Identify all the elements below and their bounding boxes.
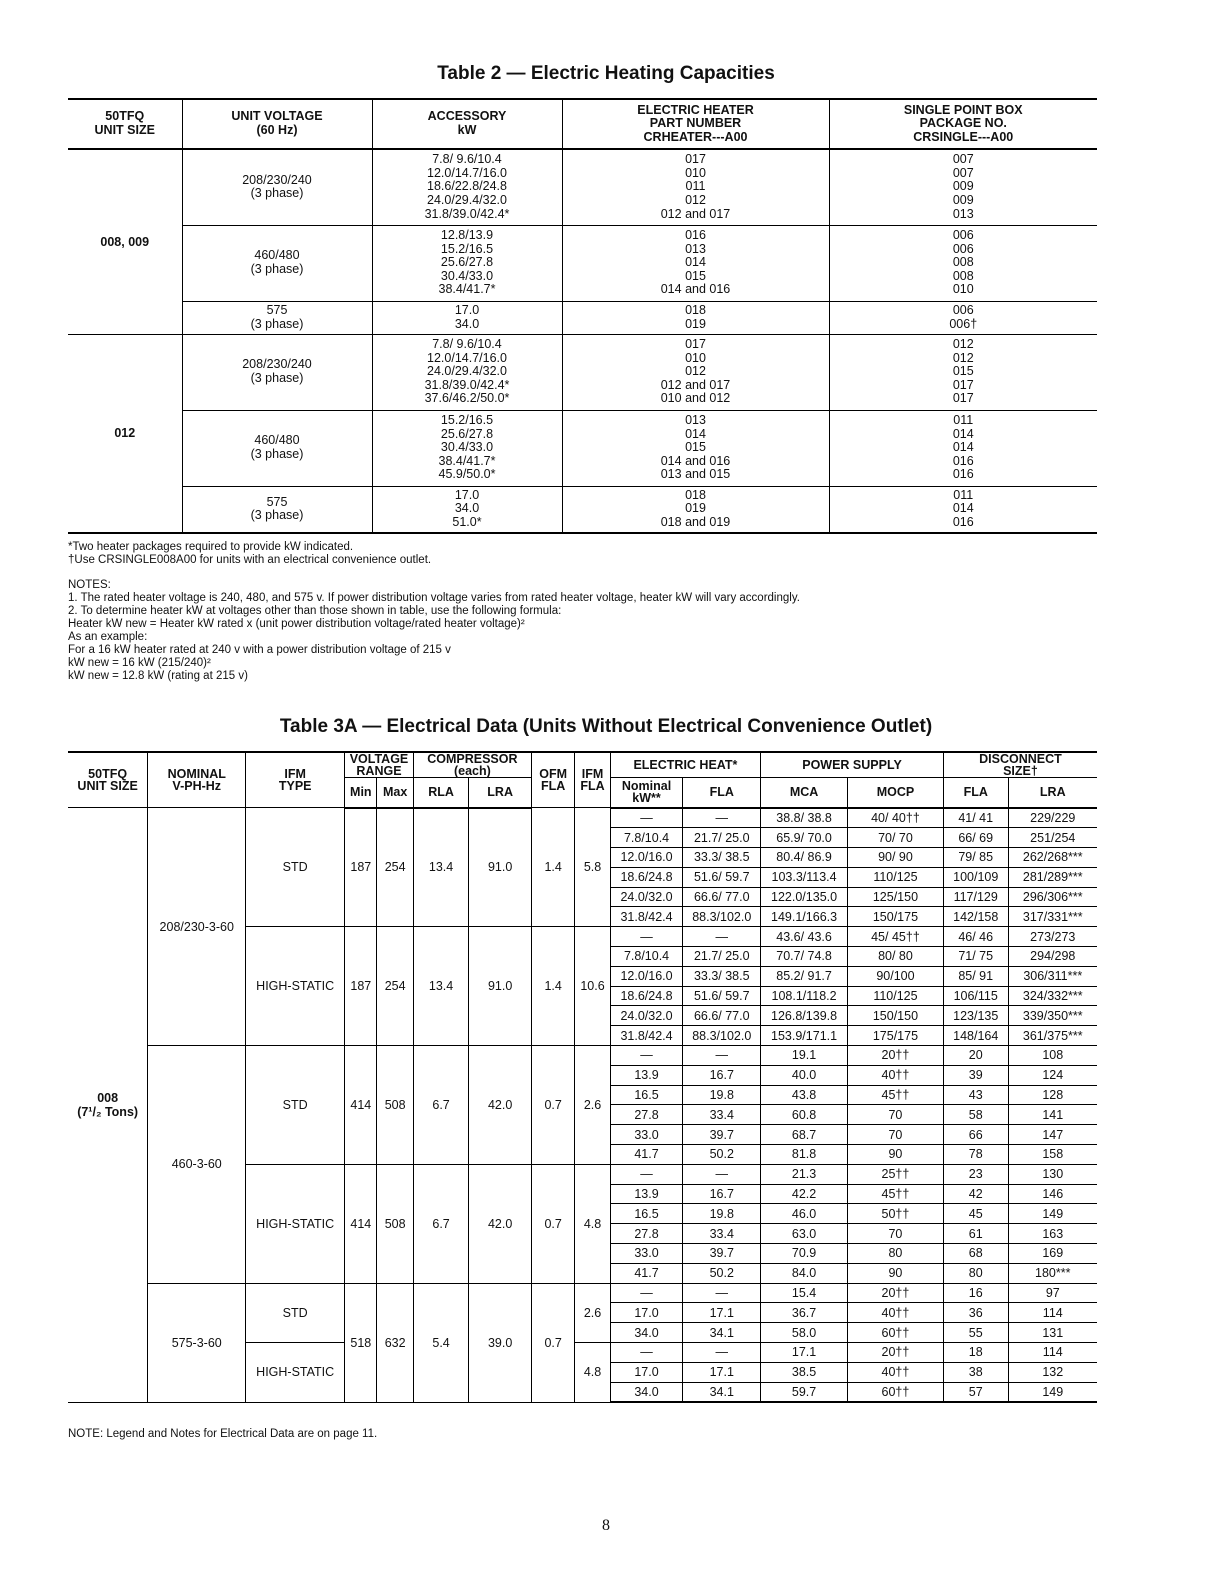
t3-nominal-kw: — (610, 1164, 683, 1184)
table-row (68, 1283, 1097, 1303)
t3-ofm: 1.4 (531, 927, 574, 1046)
t3-heat-fla: — (683, 808, 761, 828)
t3-heat-fla: 33.3/ 38.5 (683, 966, 761, 986)
t3-ifm-fla: 5.8 (575, 808, 610, 927)
t3-mocp: 20†† (847, 1343, 943, 1363)
t2-kw: 7.8/ 9.6/10.4 12.0/14.7/16.0 18.6/22.8/24.8 24.0/29.4/32.0 31.8/39.0/42.4* (372, 149, 562, 225)
t3-nominal-kw: 16.5 (610, 1085, 683, 1105)
t3-heat-fla: — (683, 1343, 761, 1363)
t3-ifm-fla: 10.6 (575, 927, 610, 1046)
t3-mocp: 40/ 40†† (847, 808, 943, 828)
t3-mocp: 40†† (847, 1303, 943, 1323)
t3-disc-lra: 317/331*** (1008, 907, 1097, 927)
t2-header-unit-voltage: UNIT VOLTAGE (60 Hz) (182, 99, 372, 149)
t2-box: 011 014 014 016 016 (829, 410, 1097, 486)
t3-mocp: 80 (847, 1244, 943, 1264)
t3-disc-fla: 20 (943, 1046, 1008, 1066)
t3-disc-lra: 128 (1008, 1085, 1097, 1105)
t3-header-power-supply: POWER SUPPLY (761, 752, 944, 778)
t3-disc-lra: 281/289*** (1008, 867, 1097, 887)
t2-kw: 12.8/13.9 15.2/16.5 25.6/27.8 30.4/33.0 38.4/41.7* (372, 225, 562, 301)
t3-nominal-kw: 24.0/32.0 (610, 887, 683, 907)
t3-disc-fla: 68 (943, 1244, 1008, 1264)
t3-mocp: 45†† (847, 1085, 943, 1105)
table2-title: Table 2 — Electric Heating Capacities (437, 63, 775, 84)
t2-voltage: 208/230/240 (3 phase) (182, 149, 372, 225)
t3-header-nominal-kw: Nominal kW** (610, 778, 683, 808)
t3-mca: 81.8 (761, 1145, 848, 1165)
t3-disc-fla: 78 (943, 1145, 1008, 1165)
t3-nominal-kw: — (610, 927, 683, 947)
t3-rla: 13.4 (413, 927, 469, 1046)
t3-disc-lra: 273/273 (1008, 927, 1097, 947)
t3-ofm: 0.7 (531, 1164, 574, 1283)
t3-ifm-type: HIGH-STATIC (246, 1164, 345, 1283)
t3-min: 187 (345, 808, 377, 927)
t3-disc-lra: 324/332*** (1008, 986, 1097, 1006)
t3-header-nominal: NOMINAL V-PH-Hz (148, 752, 246, 808)
t3-nominal-kw: 33.0 (610, 1125, 683, 1145)
t3-disc-lra: 180*** (1008, 1263, 1097, 1283)
t3-heat-fla: 19.8 (683, 1204, 761, 1224)
t3-rla: 5.4 (413, 1283, 469, 1402)
t3-nominal-kw: 7.8/10.4 (610, 828, 683, 848)
t3-disc-lra: 158 (1008, 1145, 1097, 1165)
t3-heat-fla: 17.1 (683, 1303, 761, 1323)
t3-header-min: Min (345, 778, 377, 808)
t3-mocp: 70/ 70 (847, 828, 943, 848)
t3-heat-fla: 21.7/ 25.0 (683, 828, 761, 848)
t3-disc-lra: 131 (1008, 1323, 1097, 1343)
t3-mca: 60.8 (761, 1105, 848, 1125)
t3-mocp: 70 (847, 1125, 943, 1145)
t3-disc-fla: 16 (943, 1283, 1008, 1303)
t3-heat-fla: 16.7 (683, 1184, 761, 1204)
t3-heat-fla: 39.7 (683, 1244, 761, 1264)
t3-mca: 40.0 (761, 1065, 848, 1085)
t3-disc-lra: 339/350*** (1008, 1006, 1097, 1026)
t3-header-max: Max (377, 778, 413, 808)
t3-nominal-voltage: 208/230-3-60 (148, 808, 246, 1046)
t3-heat-fla: — (683, 927, 761, 947)
t3-disc-fla: 85/ 91 (943, 966, 1008, 986)
t3-ofm: 0.7 (531, 1283, 574, 1402)
t2-box: 006 006† (829, 301, 1097, 334)
t3-header-ifm-fla: IFM FLA (575, 752, 610, 808)
t3-nominal-kw: 12.0/16.0 (610, 966, 683, 986)
t3-disc-fla: 57 (943, 1382, 1008, 1402)
t3-heat-fla: 50.2 (683, 1263, 761, 1283)
t3-lra: 42.0 (469, 1046, 532, 1165)
t3-unit-size: 008 (7¹/₂ Tons) (68, 808, 148, 1403)
t3-min: 187 (345, 927, 377, 1046)
t3-lra: 91.0 (469, 808, 532, 927)
t3-disc-fla: 61 (943, 1224, 1008, 1244)
t3-mocp: 70 (847, 1224, 943, 1244)
t3-heat-fla: 33.3/ 38.5 (683, 848, 761, 868)
t3-nominal-kw: 27.8 (610, 1105, 683, 1125)
t3-mocp: 80/ 80 (847, 947, 943, 967)
t3-mca: 19.1 (761, 1046, 848, 1066)
t3-mocp: 70 (847, 1105, 943, 1125)
t3-disc-lra: 294/298 (1008, 947, 1097, 967)
electric-heating-capacities-table (68, 98, 1097, 534)
t3-lra: 39.0 (469, 1283, 532, 1402)
t3-heat-fla: 33.4 (683, 1224, 761, 1244)
t3-heat-fla: 17.1 (683, 1362, 761, 1382)
t3-nominal-kw: 27.8 (610, 1224, 683, 1244)
t3-header-mca: MCA (761, 778, 848, 808)
t3-disc-fla: 23 (943, 1164, 1008, 1184)
t2-part: 016 013 014 015 014 and 016 (562, 225, 829, 301)
t2-box: 012 012 015 017 017 (829, 334, 1097, 410)
t3-mocp: 90 (847, 1263, 943, 1283)
t3-nominal-kw: 34.0 (610, 1323, 683, 1343)
t3-mocp: 110/125 (847, 986, 943, 1006)
t3-mocp: 90/ 90 (847, 848, 943, 868)
t3-mca: 85.2/ 91.7 (761, 966, 848, 986)
t3-nominal-kw: — (610, 808, 683, 828)
t3-nominal-kw: 41.7 (610, 1145, 683, 1165)
t3-mca: 153.9/171.1 (761, 1026, 848, 1046)
t3-disc-fla: 142/158 (943, 907, 1008, 927)
t3-nominal-kw: 33.0 (610, 1244, 683, 1264)
t3-disc-fla: 123/135 (943, 1006, 1008, 1026)
t3-disc-lra: 251/254 (1008, 828, 1097, 848)
t3-disc-fla: 46/ 46 (943, 927, 1008, 947)
t3-disc-lra: 114 (1008, 1303, 1097, 1323)
t3-mocp: 60†† (847, 1323, 943, 1343)
t3-header-mocp: MOCP (847, 778, 943, 808)
t3-mocp: 150/175 (847, 907, 943, 927)
t3-header-electric-heat: ELECTRIC HEAT* (610, 752, 760, 778)
table-row (68, 1046, 1097, 1066)
t3-disc-lra: 124 (1008, 1065, 1097, 1085)
t3-disc-lra: 361/375*** (1008, 1026, 1097, 1046)
t3-disc-lra: 306/311*** (1008, 966, 1097, 986)
t3-disc-fla: 79/ 85 (943, 848, 1008, 868)
t3-nominal-kw: 18.6/24.8 (610, 986, 683, 1006)
t3-mca: 21.3 (761, 1164, 848, 1184)
table-row (68, 808, 1097, 828)
t3-ifm-type: HIGH-STATIC (246, 927, 345, 1046)
t3-heat-fla: 33.4 (683, 1105, 761, 1125)
t3-ifm-type: HIGH-STATIC (246, 1343, 345, 1403)
t3-mca: 70.7/ 74.8 (761, 947, 848, 967)
t3-disc-lra: 132 (1008, 1362, 1097, 1382)
t3-disc-lra: 130 (1008, 1164, 1097, 1184)
t3-heat-fla: 51.6/ 59.7 (683, 986, 761, 1006)
t3-header-voltage-range: VOLTAGE RANGE (345, 752, 414, 778)
t3-disc-lra: 163 (1008, 1224, 1097, 1244)
t2-voltage: 460/480 (3 phase) (182, 225, 372, 301)
t3-nominal-kw: 34.0 (610, 1382, 683, 1402)
t3-disc-fla: 66 (943, 1125, 1008, 1145)
t3-nominal-kw: — (610, 1343, 683, 1363)
t3-mca: 68.7 (761, 1125, 848, 1145)
page-number: 8 (602, 1517, 610, 1534)
t3-nominal-kw: — (610, 1283, 683, 1303)
t3-mocp: 110/125 (847, 867, 943, 887)
t3-disc-lra: 147 (1008, 1125, 1097, 1145)
t3-header-disc-lra: LRA (1008, 778, 1097, 808)
t3-disc-fla: 71/ 75 (943, 947, 1008, 967)
t2-voltage: 208/230/240 (3 phase) (182, 334, 372, 410)
t3-mocp: 40†† (847, 1065, 943, 1085)
t3-disc-fla: 100/109 (943, 867, 1008, 887)
t3-lra: 91.0 (469, 927, 532, 1046)
t3-nominal-kw: 17.0 (610, 1362, 683, 1382)
t3-mocp: 40†† (847, 1362, 943, 1382)
t3-disc-lra: 296/306*** (1008, 887, 1097, 907)
t3-heat-fla: 34.1 (683, 1382, 761, 1402)
t3-ofm: 0.7 (531, 1046, 574, 1165)
t3-nominal-kw: 13.9 (610, 1065, 683, 1085)
t3-mca: 43.6/ 43.6 (761, 927, 848, 947)
t3-disc-fla: 80 (943, 1263, 1008, 1283)
t3-mca: 103.3/113.4 (761, 867, 848, 887)
t3-mocp: 90/100 (847, 966, 943, 986)
t3-mca: 38.8/ 38.8 (761, 808, 848, 828)
t2-footnotes: *Two heater packages required to provide kW indicated. †Use CRSINGLE008A00 for units with an electrical convenience outlet. (68, 541, 432, 566)
t3-disc-lra: 262/268*** (1008, 848, 1097, 868)
t3-nominal-kw: 31.8/42.4 (610, 1026, 683, 1046)
t2-header-unit-size: 50TFQ UNIT SIZE (68, 99, 182, 149)
t3-ifm-type: STD (246, 1283, 345, 1342)
t3-heat-fla: 39.7 (683, 1125, 761, 1145)
t2-notes: NOTES: 1. The rated heater voltage is 240, 480, and 575 v. If power distribution voltage varies from rated heater voltage, heater kW will vary accordingly. 2. To determine heater kW at voltages other than those shown in table, use the following formula: Heater kW new = Heater kW rated x (unit power distribution voltage/rated heater voltage)² As an example: For a 16 kW heater rated at 240 v with a power distribution voltage of 215 v kW new = 16 kW (215/240)² kW new = 12.8 kW (rating at 215 v) (68, 579, 800, 682)
t3-note: NOTE: Legend and Notes for Electrical Data are on page 11. (68, 1428, 378, 1440)
t3-mca: 43.8 (761, 1085, 848, 1105)
t3-mca: 84.0 (761, 1263, 848, 1283)
t3-disc-lra: 97 (1008, 1283, 1097, 1303)
t3-mca: 122.0/135.0 (761, 887, 848, 907)
t3-mocp: 20†† (847, 1283, 943, 1303)
t3-heat-fla: 19.8 (683, 1085, 761, 1105)
t3-ifm-type: STD (246, 1046, 345, 1165)
t3-mca: 17.1 (761, 1343, 848, 1363)
t3-mca: 63.0 (761, 1224, 848, 1244)
t2-part: 017 010 011 012 012 and 017 (562, 149, 829, 225)
t3-mocp: 20†† (847, 1046, 943, 1066)
t2-kw: 17.0 34.0 (372, 301, 562, 334)
t3-lra: 42.0 (469, 1164, 532, 1283)
table3a-title: Table 3A — Electrical Data (Units Without Electrical Convenience Outlet) (279, 716, 933, 737)
t3-heat-fla: — (683, 1164, 761, 1184)
t3-disc-lra: 141 (1008, 1105, 1097, 1125)
t3-nominal-kw: 12.0/16.0 (610, 848, 683, 868)
t3-max: 508 (377, 1164, 413, 1283)
t3-disc-fla: 41/ 41 (943, 808, 1008, 828)
t3-heat-fla: 16.7 (683, 1065, 761, 1085)
t3-mca: 70.9 (761, 1244, 848, 1264)
t3-heat-fla: 88.3/102.0 (683, 1026, 761, 1046)
t3-mca: 38.5 (761, 1362, 848, 1382)
t3-disc-fla: 148/164 (943, 1026, 1008, 1046)
t2-kw: 17.0 34.0 51.0* (372, 486, 562, 533)
t2-unit-size: 008, 009 (68, 149, 182, 334)
t3-nominal-kw: 41.7 (610, 1263, 683, 1283)
t3-mocp: 175/175 (847, 1026, 943, 1046)
t3-mca: 149.1/166.3 (761, 907, 848, 927)
t3-heat-fla: — (683, 1046, 761, 1066)
t3-heat-fla: — (683, 1283, 761, 1303)
t3-ifm-fla: 4.8 (575, 1164, 610, 1283)
t2-voltage: 575 (3 phase) (182, 301, 372, 334)
t3-ifm-type: STD (246, 808, 345, 927)
t3-disc-lra: 149 (1008, 1204, 1097, 1224)
t3-mocp: 150/150 (847, 1006, 943, 1026)
t3-disc-lra: 108 (1008, 1046, 1097, 1066)
t3-min: 518 (345, 1283, 377, 1402)
t3-mocp: 45/ 45†† (847, 927, 943, 947)
t2-kw: 15.2/16.5 25.6/27.8 30.4/33.0 38.4/41.7* 45.9/50.0* (372, 410, 562, 486)
t2-header-accessory-kw: ACCESSORY kW (372, 99, 562, 149)
t3-nominal-kw: 17.0 (610, 1303, 683, 1323)
t2-unit-size: 012 (68, 334, 182, 533)
t3-mca: 36.7 (761, 1303, 848, 1323)
t3-mocp: 25†† (847, 1164, 943, 1184)
t2-header-single-point-box: SINGLE POINT BOX PACKAGE NO. CRSINGLE---A00 (829, 99, 1097, 149)
t3-disc-lra: 169 (1008, 1244, 1097, 1264)
t3-nominal-kw: 16.5 (610, 1204, 683, 1224)
t3-max: 254 (377, 927, 413, 1046)
t3-heat-fla: 21.7/ 25.0 (683, 947, 761, 967)
t3-disc-fla: 66/ 69 (943, 828, 1008, 848)
t3-disc-lra: 114 (1008, 1343, 1097, 1363)
t3-heat-fla: 51.6/ 59.7 (683, 867, 761, 887)
t3-disc-lra: 229/229 (1008, 808, 1097, 828)
t3-disc-fla: 18 (943, 1343, 1008, 1363)
t2-header-part-number: ELECTRIC HEATER PART NUMBER CRHEATER---A00 (562, 99, 829, 149)
t3-header-disconnect: DISCONNECT SIZE† (943, 752, 1097, 778)
t3-header-unit-size: 50TFQ UNIT SIZE (68, 752, 148, 808)
t3-disc-fla: 43 (943, 1085, 1008, 1105)
t2-box: 011 014 016 (829, 486, 1097, 533)
t3-header-rla: RLA (413, 778, 469, 808)
t3-header-ofm-fla: OFM FLA (531, 752, 574, 808)
t3-nominal-voltage: 575-3-60 (148, 1283, 246, 1402)
t3-max: 632 (377, 1283, 413, 1402)
t3-disc-fla: 55 (943, 1323, 1008, 1343)
t2-voltage: 575 (3 phase) (182, 486, 372, 533)
t3-min: 414 (345, 1046, 377, 1165)
t3-ofm: 1.4 (531, 808, 574, 927)
t3-mca: 65.9/ 70.0 (761, 828, 848, 848)
t3-disc-lra: 146 (1008, 1184, 1097, 1204)
t3-rla: 6.7 (413, 1046, 469, 1165)
t2-kw: 7.8/ 9.6/10.4 12.0/14.7/16.0 24.0/29.4/32.0 31.8/39.0/42.4* 37.6/46.2/50.0* (372, 334, 562, 410)
t2-box: 007 007 009 009 013 (829, 149, 1097, 225)
t3-disc-fla: 36 (943, 1303, 1008, 1323)
t3-nominal-kw: — (610, 1046, 683, 1066)
t3-mca: 59.7 (761, 1382, 848, 1402)
t3-disc-fla: 106/115 (943, 986, 1008, 1006)
t3-heat-fla: 66.6/ 77.0 (683, 1006, 761, 1026)
t3-mca: 15.4 (761, 1283, 848, 1303)
t3-mocp: 90 (847, 1145, 943, 1165)
t3-mca: 42.2 (761, 1184, 848, 1204)
t3-mca: 46.0 (761, 1204, 848, 1224)
t3-header-compressor: COMPRESSOR (each) (413, 752, 531, 778)
t3-heat-fla: 66.6/ 77.0 (683, 887, 761, 907)
t3-mca: 80.4/ 86.9 (761, 848, 848, 868)
t2-part: 018 019 (562, 301, 829, 334)
t3-ifm-fla: 2.6 (575, 1283, 610, 1342)
t3-ifm-fla: 2.6 (575, 1046, 610, 1165)
t3-header-ifm-type: IFM TYPE (246, 752, 345, 808)
t3-disc-fla: 45 (943, 1204, 1008, 1224)
t3-mocp: 50†† (847, 1204, 943, 1224)
t2-part: 018 019 018 and 019 (562, 486, 829, 533)
t3-rla: 13.4 (413, 808, 469, 927)
t3-nominal-kw: 7.8/10.4 (610, 947, 683, 967)
t2-part: 013 014 015 014 and 016 013 and 015 (562, 410, 829, 486)
t3-nominal-voltage: 460-3-60 (148, 1046, 246, 1284)
t2-box: 006 006 008 008 010 (829, 225, 1097, 301)
t3-mca: 126.8/139.8 (761, 1006, 848, 1026)
t3-mca: 58.0 (761, 1323, 848, 1343)
t3-max: 254 (377, 808, 413, 927)
t3-disc-lra: 149 (1008, 1382, 1097, 1402)
t3-nominal-kw: 31.8/42.4 (610, 907, 683, 927)
t3-heat-fla: 50.2 (683, 1145, 761, 1165)
t3-nominal-kw: 24.0/32.0 (610, 1006, 683, 1026)
t3-disc-fla: 38 (943, 1362, 1008, 1382)
t3-header-heat-fla: FLA (683, 778, 761, 808)
electrical-data-table (68, 751, 1097, 1403)
t3-disc-fla: 58 (943, 1105, 1008, 1125)
t3-mocp: 60†† (847, 1382, 943, 1402)
t3-disc-fla: 42 (943, 1184, 1008, 1204)
t3-ifm-fla: 4.8 (575, 1343, 610, 1403)
t3-heat-fla: 34.1 (683, 1323, 761, 1343)
t2-voltage: 460/480 (3 phase) (182, 410, 372, 486)
t3-rla: 6.7 (413, 1164, 469, 1283)
t3-heat-fla: 88.3/102.0 (683, 907, 761, 927)
t3-min: 414 (345, 1164, 377, 1283)
t3-max: 508 (377, 1046, 413, 1165)
t3-disc-fla: 117/129 (943, 887, 1008, 907)
t3-mocp: 45†† (847, 1184, 943, 1204)
t3-mocp: 125/150 (847, 887, 943, 907)
t3-header-disc-fla: FLA (943, 778, 1008, 808)
t3-header-lra: LRA (469, 778, 532, 808)
t3-nominal-kw: 13.9 (610, 1184, 683, 1204)
t3-disc-fla: 39 (943, 1065, 1008, 1085)
t2-part: 017 010 012 012 and 017 010 and 012 (562, 334, 829, 410)
t3-nominal-kw: 18.6/24.8 (610, 867, 683, 887)
t3-mca: 108.1/118.2 (761, 986, 848, 1006)
